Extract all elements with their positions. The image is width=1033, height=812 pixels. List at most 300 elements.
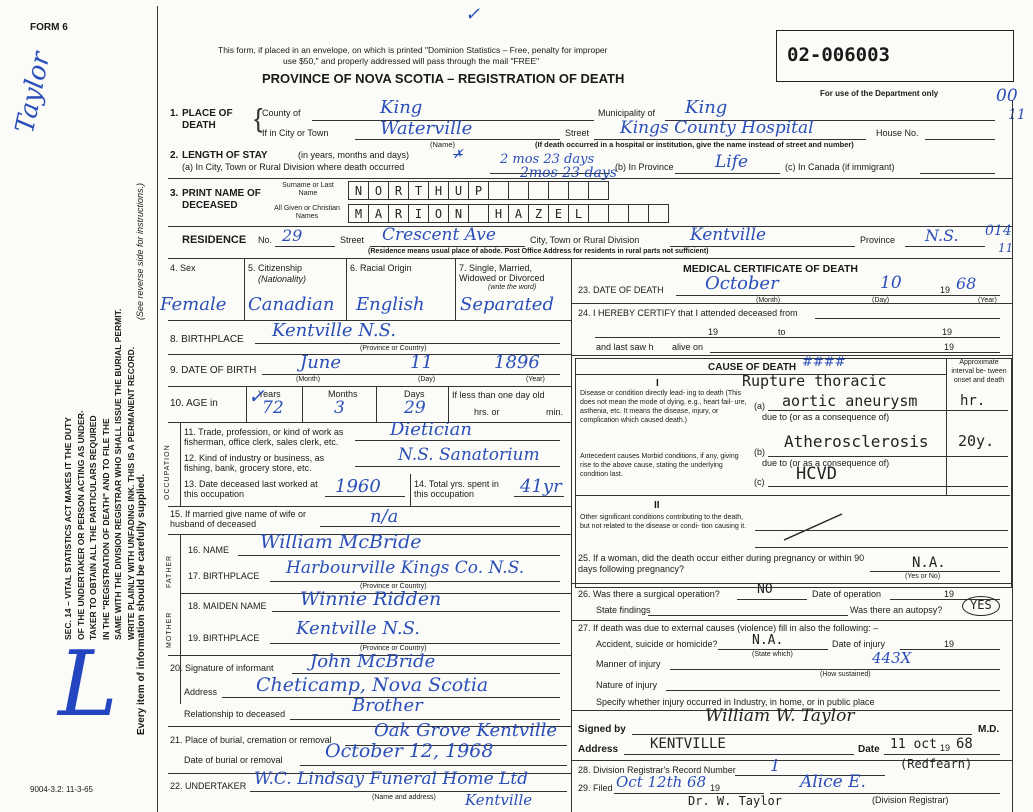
surname-letter-box[interactable]: U <box>448 181 469 200</box>
occupation-side <box>164 444 172 500</box>
q16-label: 16. NAME <box>188 545 230 555</box>
house-line <box>925 139 995 140</box>
sec14-line-3: TAKER TO OBTAIN ALL THE PARTICULARS REQUIRED <box>88 415 98 640</box>
md-address[interactable]: KENTVILLE <box>650 736 726 752</box>
given-letter-box[interactable]: A <box>368 204 389 223</box>
father-side-label: FATHER <box>166 554 173 588</box>
div-4-5 <box>244 258 245 320</box>
given-letter-box[interactable] <box>648 204 669 223</box>
q24-line-2 <box>595 337 1000 338</box>
autopsy-label: Was there an autopsy? <box>850 605 943 615</box>
q2-no: 2. <box>170 150 179 161</box>
corner-code: 00 <box>996 86 1018 106</box>
hrs-label: hrs. or <box>474 407 500 417</box>
death-day-sub: (Day) <box>872 297 890 304</box>
manner-value[interactable]: 443X <box>872 649 912 667</box>
burial-place[interactable]: Oak Grove Kentville <box>374 720 558 741</box>
q13-label: 13. Date deceased last worked at this occupation <box>184 479 318 499</box>
birthplace-line <box>255 343 560 344</box>
q2b-label: (b) In Province <box>615 162 674 172</box>
row-26-bottom <box>571 620 1012 621</box>
q17-sub: (Province or Country) <box>360 583 427 590</box>
given-letter-box[interactable]: M <box>348 204 369 223</box>
q14-label: 14. Total yrs. spent in this occupation <box>414 479 499 499</box>
burial-date[interactable]: October 12, 1968 <box>325 740 494 762</box>
undertaker-value[interactable]: W.C. Lindsay Funeral Home Ltd <box>254 769 529 789</box>
h-sex: 4. Sex <box>170 263 196 273</box>
sec14-line-1: SEC. 14 – VITAL STATISTICS ACT MAKES IT THE DUTY <box>63 417 73 640</box>
check-mark: ✓ <box>465 4 481 25</box>
dob-month-sub: (Month) <box>296 376 321 383</box>
cause-a-line <box>768 410 1008 411</box>
age-div-3 <box>448 386 449 422</box>
due-to-2: due to (or as a consequence of) <box>762 458 890 468</box>
mail-notice-1: This form, if placed in an envelope, on which is printed "Dominion Statistics – Free, penalty for improper <box>218 45 608 55</box>
residence-label: RESIDENCE <box>182 234 247 246</box>
q18-value[interactable]: Winnie Ridden <box>300 588 442 610</box>
q2a-value[interactable]: 2 mos 23 days <box>500 152 595 167</box>
date-injury-label: Date of injury <box>832 639 886 649</box>
q15-line <box>320 526 560 527</box>
surname-letter-box[interactable] <box>528 181 549 200</box>
div-6-7 <box>455 258 456 320</box>
age-months-label: Months <box>328 389 358 399</box>
accident-line <box>718 649 828 650</box>
dob-month[interactable]: June <box>300 352 342 373</box>
city-value[interactable]: Waterville <box>380 118 473 139</box>
md-label: M.D. <box>978 724 1000 735</box>
part2-line <box>575 495 1010 496</box>
surname-letter-box[interactable]: P <box>468 181 489 200</box>
left-frame-line <box>157 6 158 812</box>
due-to-1: due to (or as a consequence of) <box>762 412 890 422</box>
see-reverse-note <box>136 183 146 320</box>
q27-19: 19 <box>944 639 955 649</box>
death-month-sub: (Month) <box>756 297 781 304</box>
q11-value[interactable]: Dietician <box>390 419 472 440</box>
age-months[interactable]: 3 <box>334 398 345 418</box>
surname-boxes <box>348 181 608 199</box>
form-title: PROVINCE OF NOVA SCOTIA – REGISTRATION OF DEATH <box>262 71 625 86</box>
death-month[interactable]: October <box>705 273 779 294</box>
roman-1: I <box>656 378 659 389</box>
form-number: FORM 6 <box>30 22 68 33</box>
q24-line <box>815 318 1000 319</box>
occupation-side-label: OCCUPATION <box>164 444 171 500</box>
surname-letter-box[interactable]: O <box>368 181 389 200</box>
row-25-bottom <box>571 583 1012 584</box>
death-year-sub: (Year) <box>978 297 997 304</box>
residence-note: (Residence means usual place of abode. Post Office Address for residents in rural parts not sufficient) <box>368 248 709 255</box>
other-line-1 <box>755 530 1008 531</box>
given-letter-box[interactable]: I <box>408 204 429 223</box>
residence-province[interactable]: N.S. <box>925 226 959 245</box>
row-24-bottom <box>571 355 1012 356</box>
nature-line <box>666 690 1000 691</box>
house-label: House No. <box>876 128 919 138</box>
antecedent-label: Antecedent causes Morbid conditions, if any, giving rise to the above cause, stating the underlying condition last. <box>580 453 739 478</box>
md-date-year[interactable]: 68 <box>956 736 973 752</box>
doctor-name: Dr. W. Taylor <box>688 794 782 808</box>
surname-letter-box[interactable] <box>508 181 529 200</box>
cause-title: CAUSE OF DEATH <box>708 362 797 373</box>
strike-mark: ✗ <box>453 147 464 161</box>
q19-sub: (Province or Country) <box>360 645 427 652</box>
cause-b-interval[interactable]: 20y. <box>958 432 995 450</box>
surname-letter-box[interactable] <box>548 181 569 200</box>
q3-label: PRINT NAME OF DECEASED <box>182 188 261 211</box>
dob-line <box>262 374 560 375</box>
state-findings-label: State findings <box>596 605 651 615</box>
relationship-label: Relationship to deceased <box>184 709 286 719</box>
accident-value[interactable]: N.A. <box>752 633 784 648</box>
q2-label: LENGTH OF STAY <box>182 150 268 161</box>
registration-number-box <box>776 30 1014 82</box>
q28-value[interactable]: 1 <box>770 756 781 775</box>
mother-side <box>166 612 174 648</box>
given-letter-box[interactable] <box>468 204 489 223</box>
less-day-label: If less than one day old <box>452 390 545 400</box>
q15-label: 15. If married give name of wife or husband of deceased <box>170 509 307 529</box>
sec14-line-4: IN THE "REGISTRATION OF DEATH" AND TO FILE THE <box>100 418 111 640</box>
q17-line <box>270 581 560 582</box>
residence-city-label: City, Town or Rural Division <box>530 235 640 245</box>
age-div-2 <box>376 386 377 422</box>
date-op-label: Date of operation <box>812 589 882 599</box>
filed-date[interactable]: Oct 12th 68 <box>616 773 707 791</box>
interval-col <box>946 358 947 495</box>
findings-line <box>648 615 848 616</box>
citizenship-value[interactable]: Canadian <box>248 294 335 315</box>
age-years[interactable]: 72 <box>262 398 284 418</box>
informant-signature[interactable]: John McBride <box>310 651 436 672</box>
q1-no: 1. <box>170 108 179 119</box>
q13-value[interactable]: 1960 <box>335 476 381 497</box>
q24-19c: 19 <box>944 342 955 352</box>
right-frame-line <box>1012 100 1013 812</box>
nature-label: Nature of injury <box>596 680 658 690</box>
dob-year[interactable]: 1896 <box>494 352 540 373</box>
q20-label: 20. Signature of informant <box>170 663 274 673</box>
age-days[interactable]: 29 <box>404 398 426 418</box>
h-citizenship: 5. Citizenship <box>248 263 303 273</box>
cause-b-label: (b) <box>754 447 765 457</box>
registration-number: 02-006003 <box>787 44 890 66</box>
row-23-bottom <box>571 303 1012 304</box>
age-div-0 <box>246 386 247 422</box>
dob-label: 9. DATE OF BIRTH <box>170 365 257 376</box>
q24-19b: 19 <box>942 327 953 337</box>
q14-value[interactable]: 41yr <box>520 476 562 497</box>
residence-bottom <box>168 258 1012 259</box>
filed-19: 19 <box>710 783 721 793</box>
residence-city[interactable]: Kentville <box>690 225 767 245</box>
div-5-6 <box>346 258 347 320</box>
q3-no: 3. <box>170 188 179 199</box>
given-letter-box[interactable]: O <box>428 204 449 223</box>
given-letter-box[interactable]: E <box>548 204 569 223</box>
given-letter-box[interactable] <box>588 204 609 223</box>
cause-b-value[interactable]: Atherosclerosis <box>784 432 929 451</box>
cause-a-label: (a) <box>754 401 765 411</box>
signed-line <box>632 734 972 735</box>
death-year-prefix: 19 <box>940 285 951 295</box>
residence-street[interactable]: Crescent Ave <box>382 225 496 245</box>
department-use: For use of the Department only <box>820 89 939 98</box>
disease-label: Disease or condition directly lead- ing to death (This does not mean the mode of dying, e.g., heart fail- ure, asthenia, etc. It means the disease, injury, or complication which caused death.) <box>580 390 747 424</box>
county-value[interactable]: King <box>380 97 423 118</box>
q12-label: 12. Kind of industry or business, as fishing, bank, grocery store, etc. <box>184 453 325 473</box>
how-sustained: (How sustained) <box>820 671 871 678</box>
burial-date-line <box>300 765 567 766</box>
street-value[interactable]: Kings County Hospital <box>620 118 814 138</box>
q24-line-3 <box>710 352 1000 353</box>
given-boxes <box>348 204 668 222</box>
residence-no-label: No. <box>258 235 273 245</box>
other-label: Other significant conditions contributing to the death, but not related to the disease or condi- tion causing it. <box>580 514 747 530</box>
h-marital-2: (write the word) <box>488 284 537 291</box>
surname-letter-box[interactable]: R <box>388 181 409 200</box>
q26-line <box>737 599 807 600</box>
surname-letter-box[interactable] <box>568 181 589 200</box>
interval-header: Approximate interval be- tween onset and death <box>951 359 1007 384</box>
name-section-top <box>168 178 1012 179</box>
undertaker-value-2[interactable]: Kentville <box>465 791 533 809</box>
medical-title: MEDICAL CERTIFICATE OF DEATH <box>683 263 858 275</box>
street-label: Street <box>565 128 590 138</box>
column-divider <box>571 258 572 812</box>
manner-line <box>670 669 1000 670</box>
sex-value[interactable]: Female <box>160 294 227 315</box>
mother-side-label: MOTHER <box>166 611 173 648</box>
brace-1: { <box>254 103 263 133</box>
q2c-label: (c) In Canada (if immigrant) <box>785 162 895 172</box>
residence-code-2: 11 <box>998 241 1014 255</box>
signed-label: Signed by <box>578 724 626 735</box>
initial-mark: L <box>58 632 118 737</box>
residence-no[interactable]: 29 <box>282 226 303 245</box>
surname-letter-box[interactable]: H <box>428 181 449 200</box>
q15-value[interactable]: n/a <box>370 506 399 527</box>
given-label: All Given or Christian Names <box>274 205 340 220</box>
city-line <box>355 139 560 140</box>
q18-line <box>272 611 560 612</box>
given-letter-box[interactable]: Z <box>528 204 549 223</box>
surname-label: Surname or Last Name <box>282 182 334 197</box>
cause-a-interval[interactable]: hr. <box>960 393 986 409</box>
age-days-label: Days <box>404 389 425 399</box>
q2b-value[interactable]: Life <box>715 152 749 172</box>
birthplace-sub: (Province or Country) <box>360 345 427 352</box>
specify-label: Specify whether injury occurred in Industry, in home, or in public place <box>596 697 875 707</box>
sec14-line-5: SAME WITH THE DIVISION REGISTRAR WHO SHALL ISSUE THE BURIAL PERMIT. <box>113 308 123 640</box>
name-note: (Name) <box>430 140 456 149</box>
q26-19: 19 <box>944 589 955 599</box>
residence-no-line <box>275 246 335 247</box>
age-label: 10. AGE in <box>170 398 218 409</box>
q24-to: to <box>778 327 786 337</box>
residence-code: 014 <box>985 223 1012 239</box>
residence-city-line <box>670 246 855 247</box>
informant-address[interactable]: Cheticamp, Nova Scotia <box>256 674 489 696</box>
racial-value[interactable]: English <box>356 294 425 315</box>
cause-b-line <box>768 456 1008 457</box>
q23-label: 23. DATE OF DEATH <box>578 285 664 295</box>
q2-overlay: 2mos 23 days <box>520 165 617 181</box>
row-9-bottom <box>168 386 571 387</box>
corner-code-2: 11 <box>1008 107 1026 123</box>
q24-alive: alive on <box>672 342 704 352</box>
age-years-label: Years <box>258 389 281 399</box>
q24-last: and last saw h <box>596 342 654 352</box>
informant-address-label: Address <box>184 687 218 697</box>
accident-label: Accident, suicide or homicide? <box>596 639 718 649</box>
father-side <box>166 555 174 588</box>
q11-line <box>355 440 560 441</box>
surname-letter-box[interactable]: T <box>408 181 429 200</box>
residence-province-line <box>905 246 985 247</box>
surname-letter-box[interactable] <box>488 181 509 200</box>
q2c-line <box>920 173 995 174</box>
md-date[interactable]: 11 oct <box>890 737 937 752</box>
q21-label: 21. Place of burial, cremation or removal <box>170 735 332 745</box>
other-line-2 <box>755 547 1008 548</box>
given-letter-box[interactable]: A <box>508 204 529 223</box>
q12-value[interactable]: N.S. Sanatorium <box>398 445 540 465</box>
q25-line <box>870 571 1000 572</box>
q1-label: PLACE OF DEATH <box>182 108 233 131</box>
death-day[interactable]: 10 <box>880 273 902 293</box>
residence-street-label: Street <box>340 235 365 245</box>
q19-label: 19. BIRTHPLACE <box>188 633 260 643</box>
sec14-block <box>62 220 137 640</box>
h-marital: 7. Single, Married, Widowed or Divorced <box>459 263 545 283</box>
manner-label: Manner of injury <box>596 659 661 669</box>
given-letter-box[interactable]: L <box>568 204 589 223</box>
q16-line <box>238 555 560 556</box>
q19-line <box>270 643 560 644</box>
given-letter-box[interactable] <box>628 204 649 223</box>
q12-line <box>355 466 560 467</box>
roman-2: II <box>654 500 660 511</box>
see-reverse-text: (See reverse side for instructions.) <box>135 182 145 320</box>
residence-street-line <box>370 246 525 247</box>
q25-label: 25. If a woman, did the death occur either during pregnancy or within 90 days following pregnancy? <box>578 553 865 574</box>
registrar-signature[interactable]: Alice E. <box>800 772 866 792</box>
h-racial: 6. Racial Origin <box>350 263 412 273</box>
q23-line <box>676 295 1000 296</box>
q2b-line <box>675 173 780 174</box>
undertaker-sub: (Name and address) <box>372 794 436 801</box>
registrar-label: (Division Registrar) <box>872 795 949 805</box>
signed-value[interactable]: William W. Taylor <box>705 706 855 726</box>
parent-side-line <box>180 534 181 704</box>
q24-label: 24. I HEREBY CERTIFY that I attended deceased from <box>578 308 798 318</box>
q27-label: 27. If death was due to external causes (violence) fill in also the following: – <box>578 623 879 633</box>
md-address-line <box>624 754 854 755</box>
burial-date-label: Date of burial or removal <box>184 755 283 765</box>
q24-19a: 19 <box>708 327 719 337</box>
state-which: (State which) <box>752 651 793 658</box>
md-date-line <box>884 754 1000 755</box>
every-item-note <box>136 474 147 735</box>
hospital-note: (If death occurred in a hospital or institution, give the name instead of street and number) <box>535 140 854 149</box>
given-letter-box[interactable] <box>608 204 629 223</box>
q19-value[interactable]: Kentville N.S. <box>296 618 420 639</box>
municipality-label: Municipality of <box>598 108 656 118</box>
md-date-label: Date <box>858 744 880 755</box>
q2a-label: (a) In City, Town or Rural Division where death occurred <box>182 162 405 172</box>
marital-value[interactable]: Separated <box>460 294 554 315</box>
birthplace-value[interactable]: Kentville N.S. <box>272 320 396 341</box>
q11-label: 11. Trade, profession, or kind of work as fisherman, office clerk, sales clerk, etc. <box>184 427 344 447</box>
registrar-line <box>770 793 1000 794</box>
every-item-text: Every item of information should be carefully supplied. <box>136 473 147 735</box>
q17-label: 17. BIRTHPLACE <box>188 571 260 581</box>
q2-units: (in years, months and days) <box>298 150 410 160</box>
residence-province-label: Province <box>860 235 896 245</box>
cause-c-line <box>768 486 1008 487</box>
other-strike <box>780 510 850 544</box>
autopsy-value[interactable]: YES <box>970 598 992 612</box>
q13-q14-div <box>410 474 411 506</box>
given-letter-box[interactable]: H <box>488 204 509 223</box>
age-check: ✓ <box>248 384 265 408</box>
q22-label: 22. UNDERTAKER <box>170 781 247 791</box>
municipality-value[interactable]: King <box>685 97 728 118</box>
h-citizenship-2: (Nationality) <box>258 274 307 284</box>
md-address-label: Address <box>578 744 619 755</box>
sec14-line-6: WRITE PLAINLY WITH UNFADING INK. THIS IS A PERMANENT RECORD. <box>125 346 136 640</box>
q25-value[interactable]: N.A. <box>912 555 946 571</box>
surname-letter-box[interactable]: N <box>348 181 369 200</box>
given-letter-box[interactable]: N <box>448 204 469 223</box>
q18-label: 18. MAIDEN NAME <box>188 601 267 611</box>
relationship-value[interactable]: Brother <box>352 695 423 716</box>
county-label: County of <box>262 108 301 118</box>
dob-day-sub: (Day) <box>418 376 436 383</box>
city-label: If in City or Town <box>262 128 329 138</box>
q28-name: (Redfearn) <box>900 757 973 771</box>
cause-c-label: (c) <box>754 477 765 487</box>
cause-a-top[interactable]: Rupture thoracic <box>742 372 887 390</box>
q17-value[interactable]: Harbourville Kings Co. N.S. <box>286 558 525 578</box>
row-10-bottom <box>168 422 571 423</box>
dob-day[interactable]: 11 <box>410 352 433 373</box>
surname-letter-box[interactable] <box>588 181 609 200</box>
q26-label: 26. Was there a surgical operation? <box>578 589 720 599</box>
dob-year-sub: (Year) <box>526 376 545 383</box>
print-code: 9004-3.2: 11-3-65 <box>30 785 94 794</box>
margin-name: Taylor <box>10 49 57 136</box>
q25-yesno: (Yes or No) <box>905 573 941 580</box>
cause-c-value[interactable]: HCVD <box>796 464 837 484</box>
age-div-1 <box>302 386 303 422</box>
mail-notice-2: use $50," and properly addressed will pass through the mail "FREE" <box>283 56 540 66</box>
q29-label: 29. Filed <box>578 783 613 793</box>
min-label: min. <box>546 407 564 417</box>
md-date-19: 19 <box>940 743 951 753</box>
given-letter-box[interactable]: R <box>388 204 409 223</box>
occ-side-line <box>180 422 181 506</box>
cause-a-value[interactable]: aortic aneurysm <box>782 392 918 410</box>
q26-value[interactable]: NO <box>757 582 773 597</box>
q16-value[interactable]: William McBride <box>260 531 422 553</box>
q28-label: 28. Division Registrar's Record Number <box>578 765 736 775</box>
cause-scribble: #### <box>802 355 846 370</box>
death-year[interactable]: 68 <box>956 274 977 293</box>
sec14-line-2: OF THE UNDERTAKER OR PERSON ACTING AS UNDER- <box>75 410 86 640</box>
